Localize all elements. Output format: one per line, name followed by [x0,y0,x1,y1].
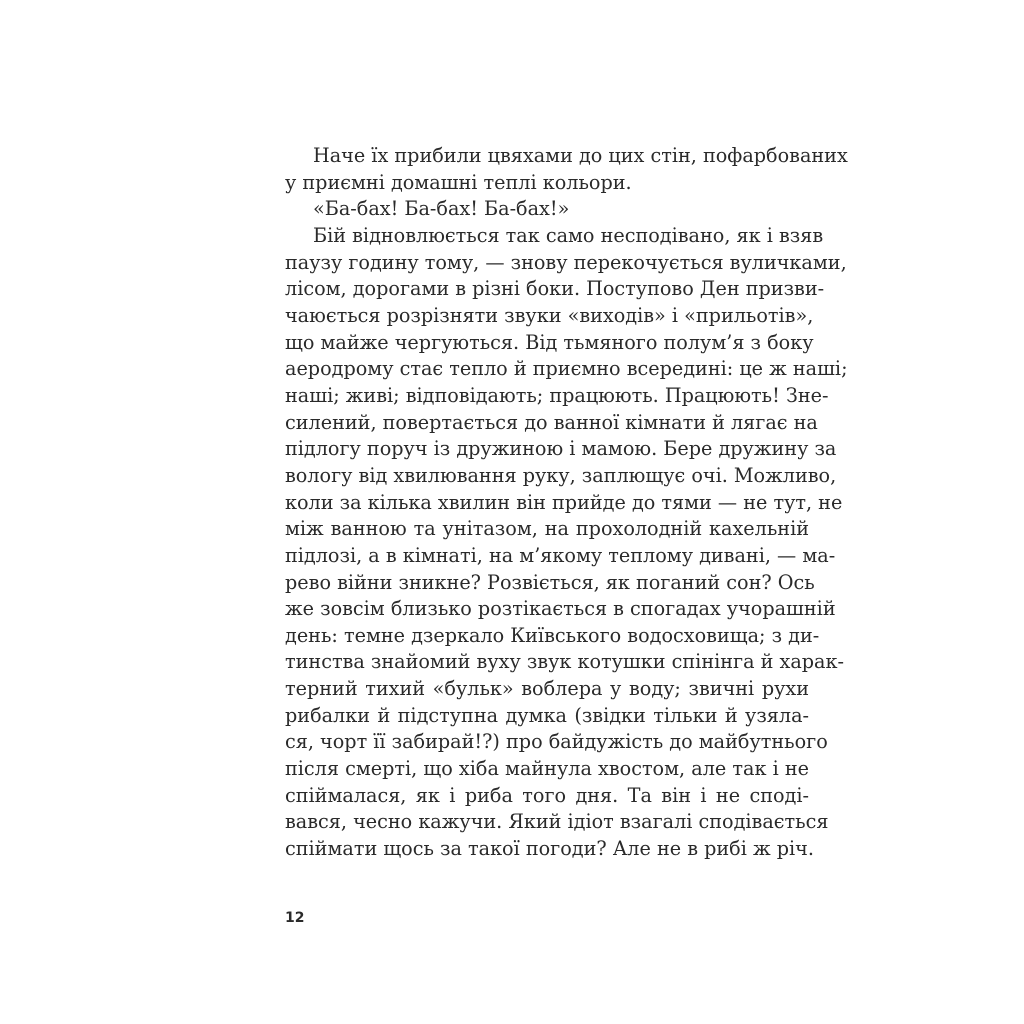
text-line: ся, чорт її забирай!?) про байдужість до майбутнього [285,730,828,754]
text-line: день: темне дзеркало Київського водосховища; з ди- [285,623,820,647]
text-line: рево війни зникне? Розвіється, як поганий сон? Ось [285,570,815,594]
text-line: терний тихий «бульк» воблера у воду; звичні рухи [285,677,809,701]
text-line: вався, чесно кажучи. Який ідіот взагалі сподівається [285,810,829,834]
text-line: аеродрому стає тепло й приємно всередині: це ж наші; [285,357,848,381]
text-line: же зовсім близько розтікається в спогадах учорашній [285,597,836,621]
text-line: що майже чергуються. Від тьмяного полум’я з боку [285,330,814,354]
body-text [285,143,848,863]
text-line: спіймати щось за такої погоди? Але не в рибі ж річ. [285,837,814,861]
text-line: «Ба-бах! Ба-бах! Ба-бах!» [313,197,570,221]
text-line: підлозі, а в кімнаті, на м’якому теплому дивані, — ма- [285,543,836,567]
text-line: Бій відновлюється так само несподівано, як і взяв [313,223,824,247]
text-line: вологу від хвилювання руку, заплющує очі. Можливо, [285,463,837,487]
text-line: Наче їх прибили цвяхами до цих стін, пофарбованих [313,144,848,167]
text-line: паузу годину тому, — знову перекочується вуличками, [285,250,847,274]
text-line: чаюється розрізняти звуки «виходів» і «прильотів», [285,303,814,327]
text-line: після смерті, що хіба майнула хвостом, але так і не [285,757,809,781]
text-line: у приємні домашні теплі кольори. [285,170,632,194]
text-line: рибалки й підступна думка (звідки тільки й узяла- [285,703,809,727]
text-line: підлогу поруч із дружиною і мамою. Бере дружину за [285,437,837,461]
text-line: спіймалася, як і риба того дня. Та він і не сподi- [285,783,809,807]
text-line: тинства знайомий вуху звук котушки спінінга й харак- [285,650,844,674]
text-line: коли за кілька хвилин він прийде до тями — не тут, не [285,490,843,514]
page-number: 12 [285,910,305,926]
text-line: лісом, дорогами в різні боки. Поступово Ден призви- [285,277,825,301]
text-line: між ванною та унітазом, на прохолодній кахельній [285,517,809,541]
text-line: наші; живі; відповідають; працюють. Працюють! Зне- [285,383,829,407]
text-line: силений, повертається до ванної кімнати й лягає на [285,410,818,434]
